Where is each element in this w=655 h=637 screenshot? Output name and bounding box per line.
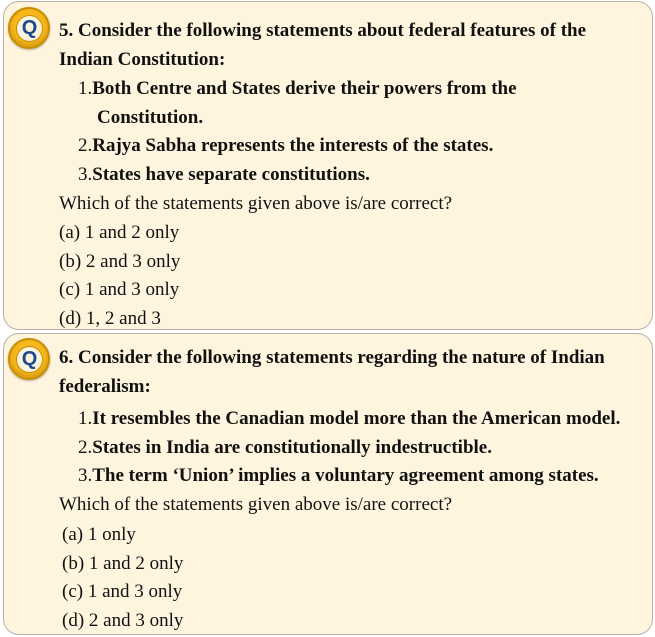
option-c[interactable]: (c) 1 and 3 only bbox=[62, 581, 183, 602]
option-a[interactable]: (a) 1 only bbox=[62, 524, 136, 545]
statement-1 bbox=[78, 77, 517, 101]
statement-1 bbox=[78, 407, 620, 431]
question-prompt: Which of the statements given above is/are correct? bbox=[59, 494, 453, 515]
option-b[interactable]: (b) 2 and 3 only bbox=[59, 251, 181, 272]
statement-number: 1. bbox=[78, 78, 93, 99]
statement-number: 1. bbox=[78, 408, 93, 429]
question-title-line-2: Indian Constitution: bbox=[59, 49, 226, 70]
statement-text: States have separate constitutions. bbox=[92, 164, 370, 185]
statement-text: States in India are constitutionally indestructible. bbox=[92, 437, 492, 458]
question-card-6 bbox=[3, 333, 653, 635]
badge-letter: Q bbox=[16, 346, 43, 373]
option-d[interactable]: (d) 2 and 3 only bbox=[62, 610, 184, 631]
statement-1-continuation: Constitution. bbox=[97, 107, 204, 128]
statement-text: Both Centre and States derive their powers from the bbox=[92, 78, 517, 99]
statement-number: 3. bbox=[78, 164, 93, 185]
statement-3 bbox=[78, 464, 599, 488]
question-title-line-2: federalism: bbox=[59, 376, 151, 397]
statement-text: The term ‘Union’ implies a voluntary agreement among states. bbox=[92, 465, 599, 486]
question-title-line-1: 6. Consider the following statements regarding the nature of Indian bbox=[59, 347, 605, 368]
option-a[interactable]: (a) 1 and 2 only bbox=[59, 222, 180, 243]
statement-number: 3. bbox=[78, 465, 93, 486]
statement-number: 2. bbox=[78, 437, 93, 458]
statement-3 bbox=[78, 163, 370, 187]
statement-number: 2. bbox=[78, 135, 93, 156]
question-card-5 bbox=[3, 1, 653, 330]
option-c[interactable]: (c) 1 and 3 only bbox=[59, 279, 180, 300]
question-prompt: Which of the statements given above is/are correct? bbox=[59, 193, 453, 214]
statement-2 bbox=[78, 436, 492, 460]
question-title-line-1: 5. Consider the following statements about federal features of the bbox=[59, 20, 587, 41]
badge-letter: Q bbox=[16, 15, 43, 42]
option-b[interactable]: (b) 1 and 2 only bbox=[62, 553, 184, 574]
statement-text: Rajya Sabha represents the interests of the states. bbox=[92, 135, 494, 156]
question-badge-icon bbox=[8, 7, 50, 49]
question-badge-icon bbox=[8, 338, 50, 380]
statement-text: It resembles the Canadian model more than the American model. bbox=[92, 408, 621, 429]
option-d[interactable]: (d) 1, 2 and 3 bbox=[59, 308, 161, 329]
statement-2 bbox=[78, 134, 493, 158]
